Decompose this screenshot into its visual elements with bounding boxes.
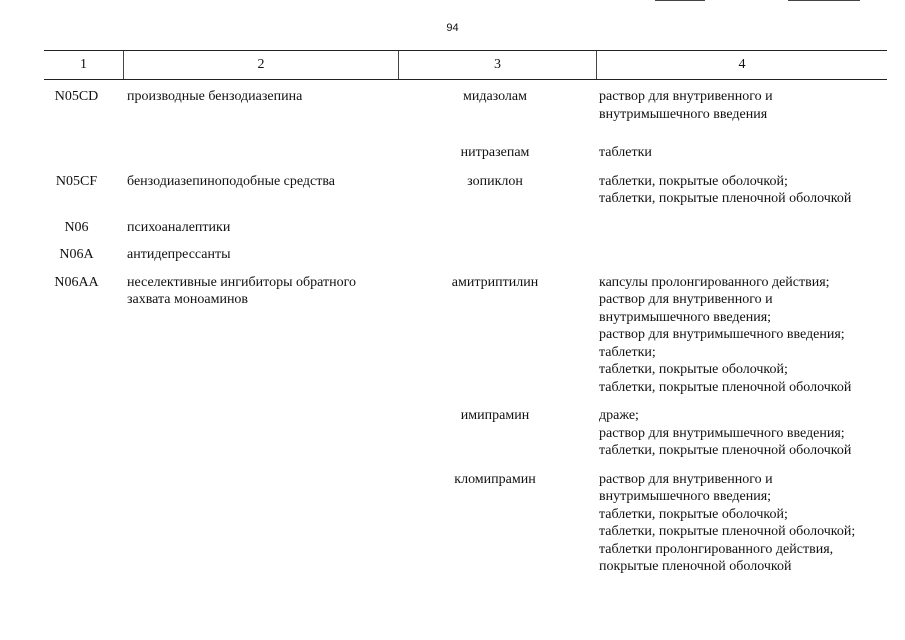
table-row [44,246,887,264]
column-header: 2 [123,51,398,79]
atc-code: N05CD [54,89,99,104]
table-row [44,407,887,460]
page-number: 94 [446,22,459,34]
group-name: производные бензодиазепина [127,89,303,104]
atc-code: N06AA [54,274,99,290]
dosage-form: раствор для внутривенного и внутримышечного введения [599,89,773,122]
dosage-form [596,219,887,237]
table-row [44,144,887,162]
table-row [44,219,887,237]
table-row [44,88,887,123]
dosage-form: таблетки [599,145,652,160]
column-header: 4 [596,51,887,79]
atc-code [44,407,123,460]
drug-name: мидазолам [462,89,527,104]
dosage-form: раствор для внутривенного и внутримышечного введения; таблетки, покрытые оболочкой; таблетки, покрытые пленочной оболочкой; таблетки пролонгированного действия, покрытые пленочной оболочкой [599,471,856,574]
group-name: бензодиазепиноподобные средства [127,173,336,189]
drug-name: амитриптилин [451,274,539,290]
scan-edge-line [655,0,705,1]
group-name: психоаналептики [127,219,231,235]
atc-code: N06A [59,247,94,262]
table-row [44,471,887,576]
atc-code: N06 [64,219,89,235]
drug-name [398,219,596,237]
drug-name: имипрамин [460,408,530,423]
dosage-form: драже; раствор для внутримышечного введения; таблетки, покрытые пленочной оболочкой [599,408,852,458]
dosage-form: таблетки, покрытые оболочкой; таблетки, покрытые пленочной оболочкой [599,173,852,206]
column-header: 1 [80,57,87,72]
table-header-row [44,51,887,80]
group-name [123,471,398,576]
drug-name [398,246,596,264]
drug-name: кломипрамин [454,471,536,487]
group-name: неселективные ингибиторы обратного захвата моноаминов [127,274,356,307]
atc-code: N05CF [55,173,98,189]
dosage-form: капсулы пролонгированного действия; раствор для внутривенного и внутримышечного введения; раствор для внутримышечного введения; таблетки; таблетки, покрытые оболочкой; таблетки, покрытые пленочной оболочкой [599,274,852,395]
drug-name: нитразепам [460,145,530,160]
drug-name: зопиклон [467,173,523,189]
atc-code [44,471,123,576]
group-name: антидепрессанты [127,247,231,262]
drug-table [44,50,887,576]
column-header: 3 [398,51,596,79]
group-name [123,144,398,162]
scan-edge-line [788,0,860,1]
dosage-form [596,246,887,264]
group-name [123,407,398,460]
table-row [44,274,887,397]
table-row [44,173,887,208]
atc-code [44,144,123,162]
